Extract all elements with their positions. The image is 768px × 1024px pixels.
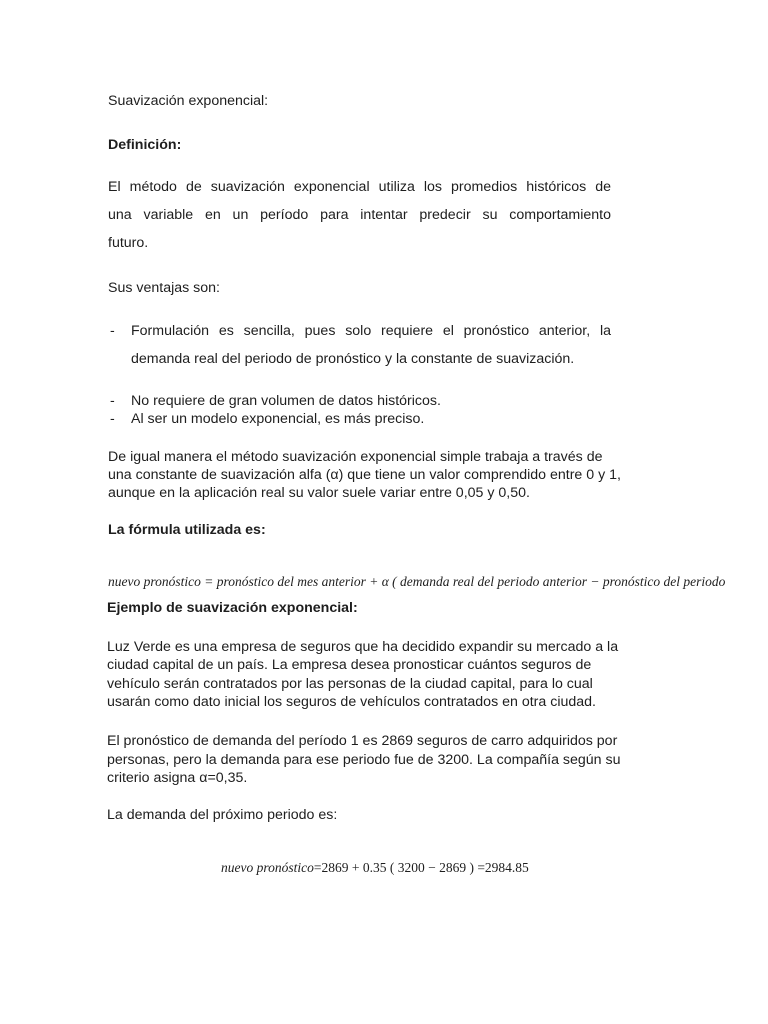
bullet-marker: - (110, 411, 115, 427)
example-paragraph-line: criterio asigna α=0,35. (107, 770, 248, 786)
general-formula: nuevo pronóstico = pronóstico del mes anterior + α ( demanda real del periodo anterior − pronóstico del periodo (108, 573, 726, 589)
example-heading: Ejemplo de suavización exponencial: (107, 600, 358, 616)
advantages-heading: Sus ventajas son: (108, 280, 220, 296)
bullet-marker: - (110, 323, 115, 339)
formula-heading: La fórmula utilizada es: (108, 522, 266, 538)
example-formula (221, 859, 529, 877)
example-formula-lhs: nuevo pronóstico (221, 859, 314, 875)
definition-paragraph (108, 173, 611, 257)
example-paragraph-line: ciudad capital de un país. La empresa desea pronosticar cuántos seguros de (107, 657, 592, 673)
bullet-marker: - (110, 393, 115, 409)
example-paragraph-line: personas, pero la demanda para ese periodo fue de 3200. La compañía según su (107, 752, 621, 768)
bullet-line: demanda real del periodo de pronóstico y la constante de suavización. (131, 351, 575, 367)
document-title: Suavización exponencial: (108, 93, 269, 109)
bullet-item-formulation (131, 317, 611, 373)
definition-line: una variable en un período para intentar predecir su comportamiento (108, 207, 611, 223)
alpha-paragraph-line: aunque en la aplicación real su valor suele variar entre 0,05 y 0,50. (108, 485, 530, 501)
alpha-paragraph-line: De igual manera el método suavización exponencial simple trabaja a través de (108, 449, 603, 465)
example-formula-rhs: =2869 + 0.35 ( 3200 − 2869 ) =2984.85 (313, 859, 529, 875)
example-paragraph-line: vehículo serán contratados por las personas de la ciudad capital, para lo cual (107, 676, 593, 692)
bullet-item-data-volume: No requiere de gran volumen de datos históricos. (131, 393, 441, 409)
alpha-paragraph-line: una constante de suavización alfa (α) que tiene un valor comprendido entre 0 y 1, (108, 467, 621, 483)
next-demand-label: La demanda del próximo periodo es: (107, 807, 338, 823)
definition-line: futuro. (108, 235, 149, 251)
definition-line: El método de suavización exponencial utiliza los promedios históricos de (108, 179, 611, 195)
definition-heading: Definición: (108, 137, 182, 153)
bullet-line: Formulación es sencilla, pues solo requiere el pronóstico anterior, la (131, 323, 611, 339)
bullet-item-precision: Al ser un modelo exponencial, es más preciso. (131, 411, 425, 427)
example-paragraph-line: Luz Verde es una empresa de seguros que ha decidido expandir su mercado a la (107, 639, 619, 655)
example-paragraph-line: El pronóstico de demanda del período 1 es 2869 seguros de carro adquiridos por (107, 733, 618, 749)
example-paragraph-line: usarán como dato inicial los seguros de vehículos contratados en otra ciudad. (107, 694, 596, 710)
